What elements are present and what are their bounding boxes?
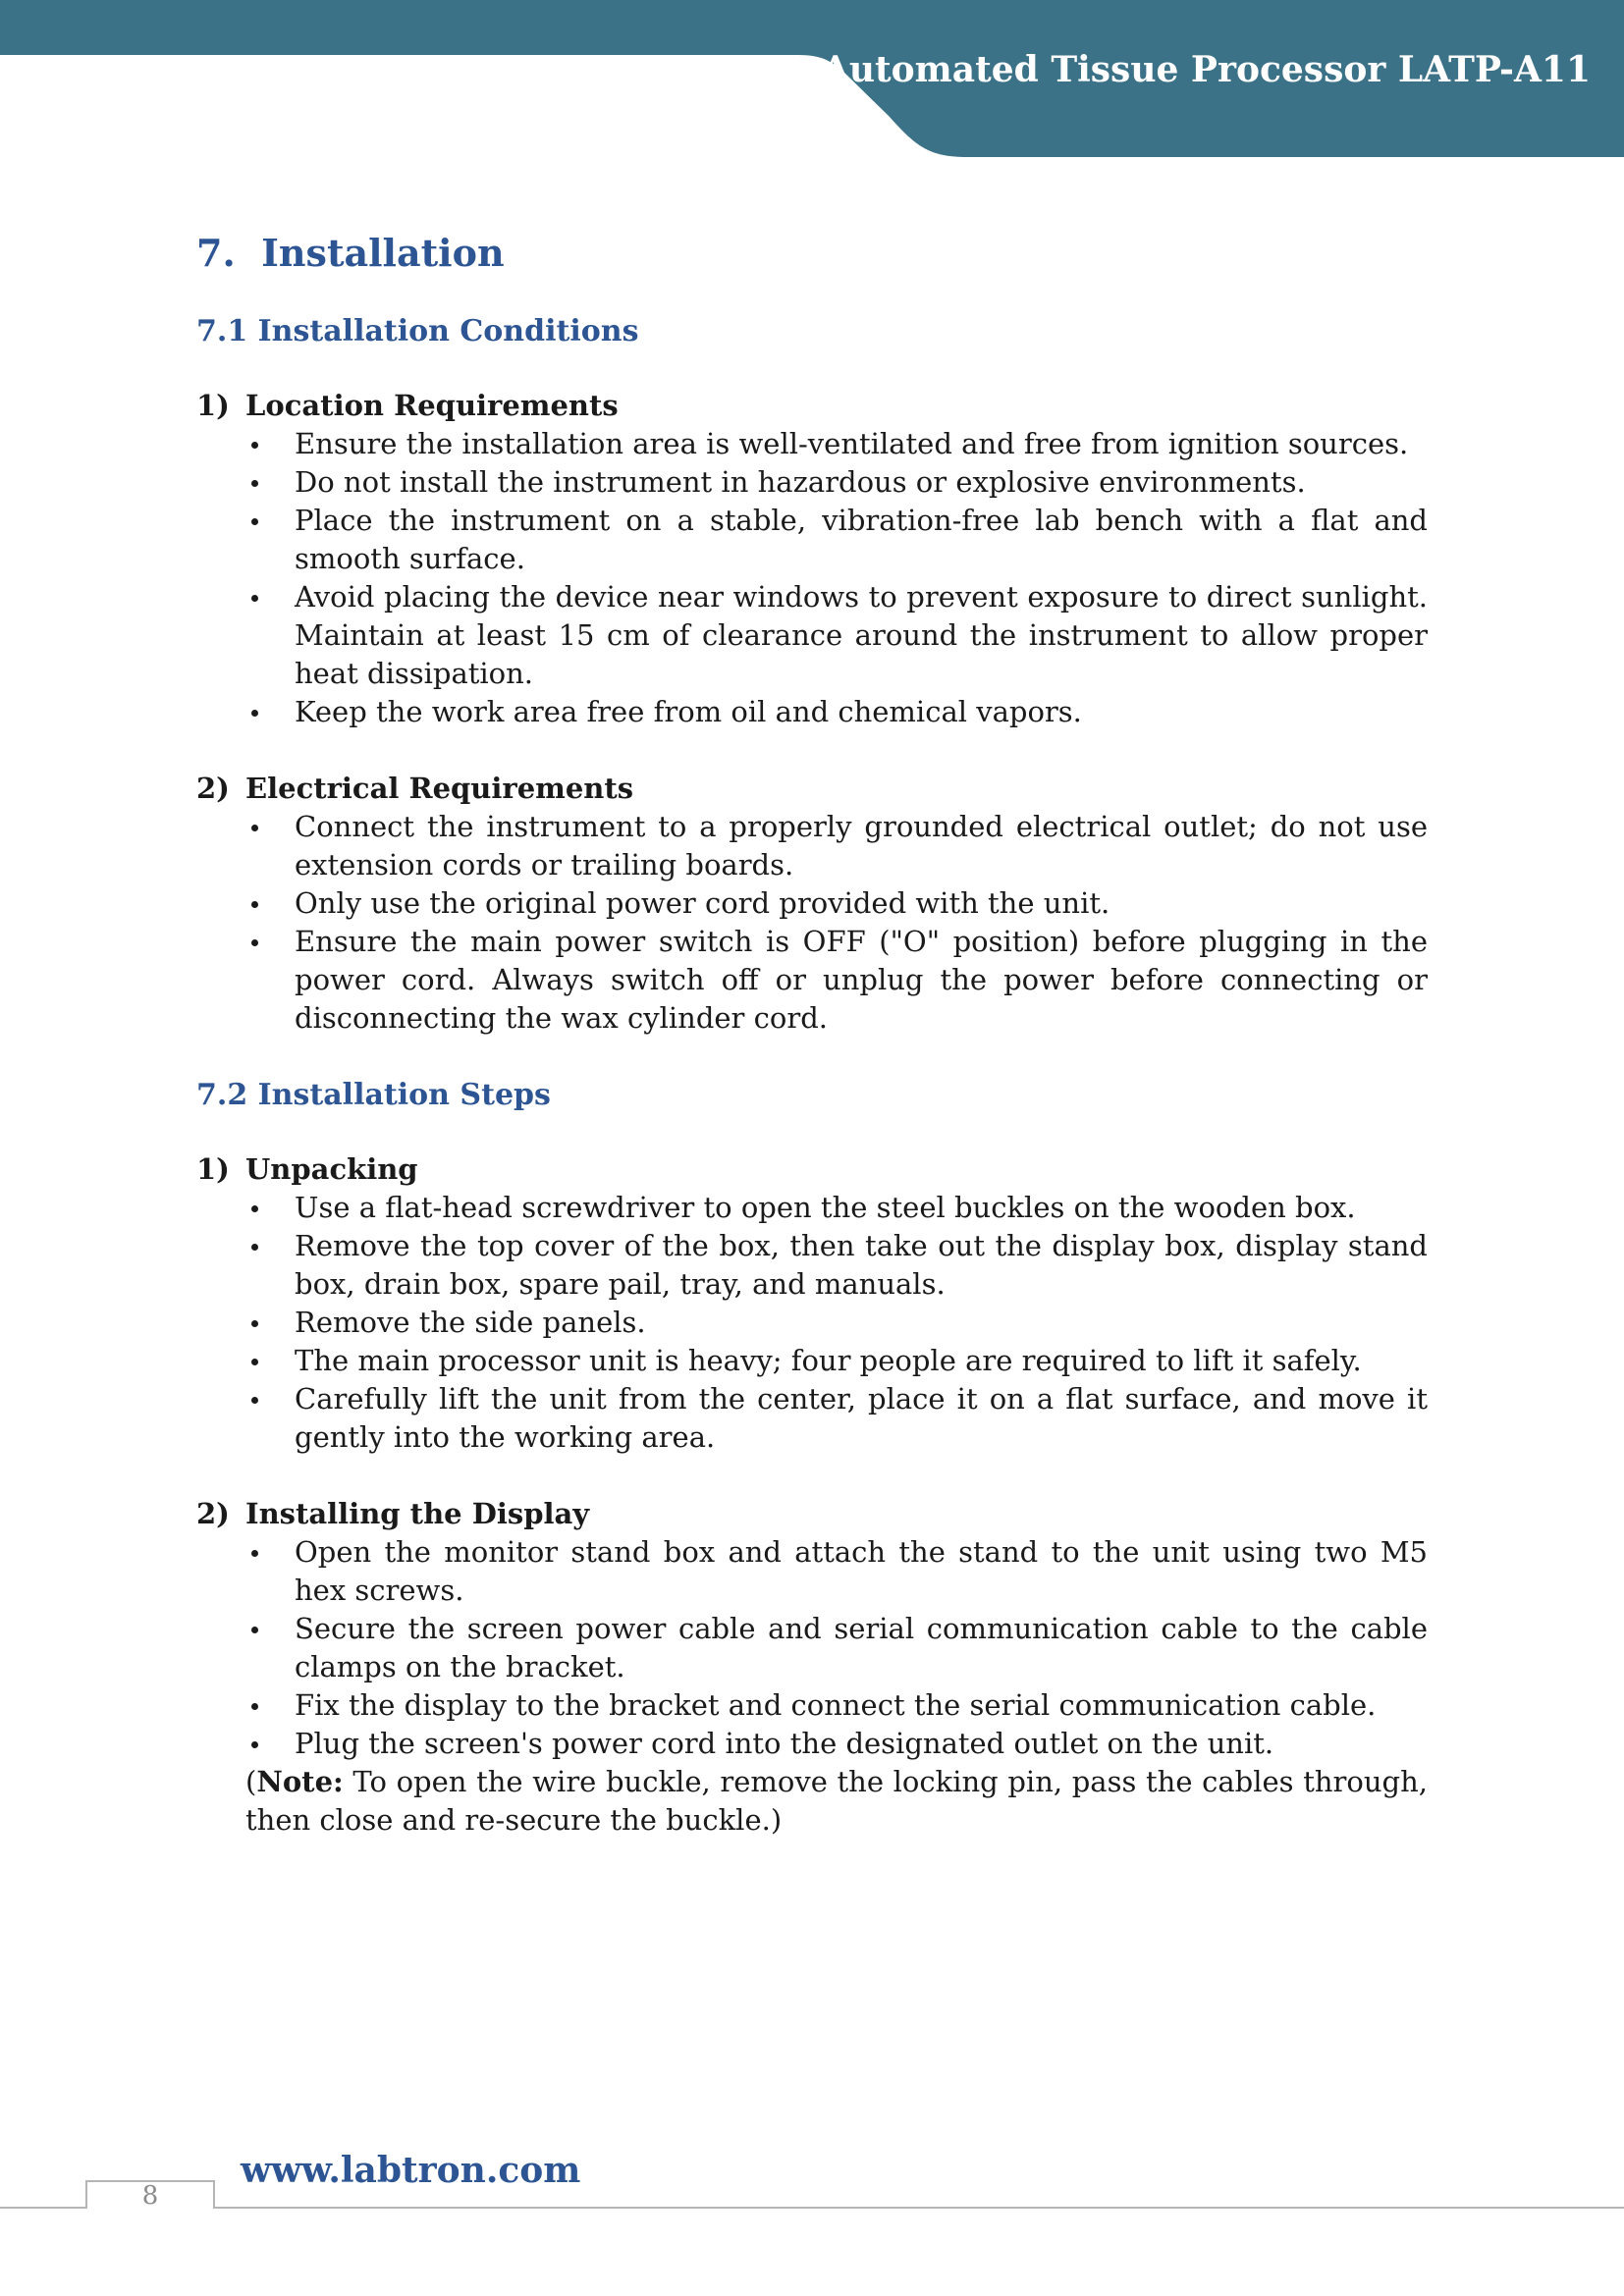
list-item: Only use the original power cord provided with the unit. xyxy=(245,884,1428,923)
group-title: Electrical Requirements xyxy=(245,772,634,805)
list-item: Carefully lift the unit from the center, place it on a flat surface, and move it gently into the working area. xyxy=(245,1380,1428,1457)
list-item: Ensure the installation area is well-ventilated and free from ignition sources. xyxy=(245,425,1428,463)
section-title: Installation xyxy=(261,231,505,275)
list-item: Place the instrument on a stable, vibration-free lab bench with a flat and smooth surface. xyxy=(245,502,1428,578)
section-number: 7. xyxy=(196,231,236,275)
list-item: Ensure the main power switch is OFF ("O" position) before plugging in the power cord. Always switch off or unplug the power before connecting or disconnecting the wax cylinder cord. xyxy=(245,923,1428,1038)
group-heading xyxy=(196,1495,1428,1533)
list-item: Connect the instrument to a properly grounded electrical outlet; do not use extension cords or trailing boards. xyxy=(245,808,1428,884)
note-text: To open the wire buckle, remove the locking pin, pass the cables through, then close and re-secure the buckle.) xyxy=(245,1765,1428,1837)
page-number: 8 xyxy=(141,2181,159,2211)
group-title: Location Requirements xyxy=(245,389,619,422)
group-heading xyxy=(196,387,1428,425)
note-open-paren: ( xyxy=(245,1765,257,1798)
list-item: Do not install the instrument in hazardous or explosive environments. xyxy=(245,463,1428,502)
bullet-list xyxy=(196,808,1428,1038)
requirement-group xyxy=(196,387,1428,731)
list-item: Plug the screen's power cord into the designated outlet on the unit. xyxy=(245,1725,1428,1763)
note-label: Note: xyxy=(256,1765,344,1798)
group-number: 2) xyxy=(196,1497,230,1530)
bullet-list xyxy=(196,1533,1428,1763)
group-title: Unpacking xyxy=(245,1152,418,1186)
subsection-heading: 7.2 Installation Steps xyxy=(196,1078,551,1112)
requirement-group xyxy=(196,770,1428,1038)
list-item: Remove the side panels. xyxy=(245,1304,1428,1342)
group-number: 2) xyxy=(196,772,230,805)
list-item: Fix the display to the bracket and connect the serial communication cable. xyxy=(245,1686,1428,1725)
section-heading xyxy=(196,228,1428,279)
document-title: Automated Tissue Processor LATP-A11 xyxy=(821,49,1591,90)
step-group xyxy=(196,1495,1428,1840)
group-heading xyxy=(196,1150,1428,1189)
subsection-heading: 7.1 Installation Conditions xyxy=(196,314,639,348)
page-content xyxy=(196,228,1428,1878)
list-item: Keep the work area free from oil and chemical vapors. xyxy=(245,693,1428,731)
group-title: Installing the Display xyxy=(245,1497,590,1530)
bullet-list xyxy=(196,1189,1428,1457)
list-item: Open the monitor stand box and attach the stand to the unit using two M5 hex screws. xyxy=(245,1533,1428,1610)
group-number: 1) xyxy=(196,1152,230,1186)
list-item: Secure the screen power cable and serial communication cable to the cable clamps on the bracket. xyxy=(245,1610,1428,1686)
group-heading xyxy=(196,770,1428,808)
bullet-list xyxy=(196,425,1428,731)
group-number: 1) xyxy=(196,389,230,422)
website-link[interactable]: www.labtron.com xyxy=(241,2150,581,2191)
list-item: Avoid placing the device near windows to prevent exposure to direct sunlight. Maintain at least 15 cm of clearance around the instrument to allow proper heat dissipation. xyxy=(245,578,1428,693)
list-item: The main processor unit is heavy; four people are required to lift it safely. xyxy=(245,1342,1428,1380)
step-group xyxy=(196,1150,1428,1457)
list-item: Remove the top cover of the box, then take out the display box, display stand box, drain box, spare pail, tray, and manuals. xyxy=(245,1227,1428,1304)
list-item: Use a flat-head screwdriver to open the steel buckles on the wooden box. xyxy=(245,1189,1428,1227)
note-paragraph xyxy=(196,1763,1428,1840)
